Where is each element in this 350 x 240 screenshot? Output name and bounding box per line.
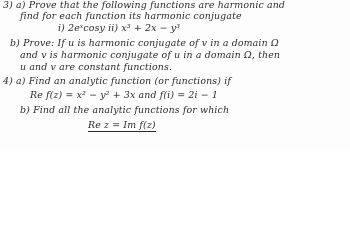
problem-4a-line-2: Re f(z) = x² − y² + 3x and f(i) = 2i − 1 <box>30 90 219 101</box>
problem-3a-line-1: 3) a) Prove that the following functions are harmonic and <box>3 0 286 11</box>
problem-3a-items: i) 2eˣcosy ii) x³ + 2x − y³ <box>58 23 181 34</box>
problem-3b-line-1: b) Prove: If u is harmonic conjugate of v in a domain Ω <box>10 38 279 49</box>
problem-4a-line-1: 4) a) Find an analytic function (or functions) if <box>3 76 231 87</box>
problem-3a-line-2: find for each function its harmonic conjugate <box>20 11 242 22</box>
problem-4b-condition: Re z = Im f(z) <box>88 120 156 131</box>
problem-4b-line-1: b) Find all the analytic functions for which <box>20 105 230 116</box>
problem-3b-line-2: and v is harmonic conjugate of u in a domain Ω, then <box>20 50 281 61</box>
problem-4b-line-2 <box>88 120 156 132</box>
problem-3b-line-3: u and v are constant functions. <box>20 62 173 73</box>
